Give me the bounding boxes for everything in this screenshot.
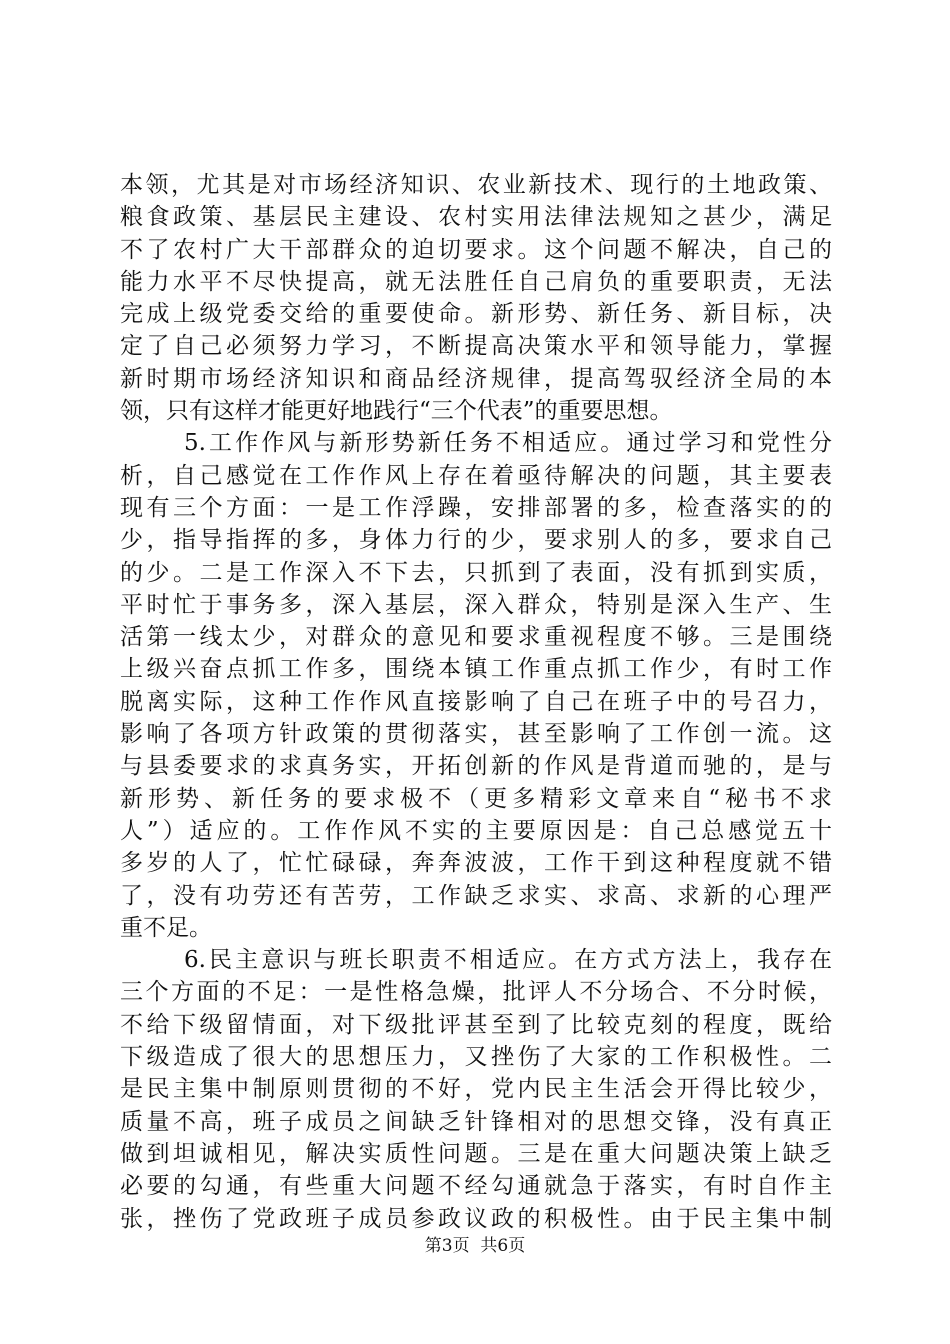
text-line: 的少。二是工作深入不下去，只抓到了表面，没有抓到实质， [120,559,832,586]
text-line: 领，只有这样才能更好地践行“三个代表”的重要思想。 [120,398,673,425]
text-line: 下级造成了很大的思想压力，又挫伤了大家的工作积极性。二 [120,1044,832,1071]
text-line: 平时忙于事务多，深入基层，深入群众，特别是深入生产、生 [120,591,832,618]
text-line: 必要的勾通，有些重大问题不经勾通就急于落实，有时自作主 [120,1173,832,1200]
text-line: 重不足。 [120,914,212,941]
text-line: 5.工作作风与新形势新任务不相适应。通过学习和党性分 [184,430,832,457]
text-line: 新时期市场经济知识和商品经济规律，提高驾驭经济全局的本 [120,365,832,392]
document-body [120,169,832,1235]
text-line: 不了农村广大干部群众的迫切要求。这个问题不解决，自己的 [120,236,832,263]
text-line: 6.民主意识与班长职责不相适应。在方式方法上，我存在 [184,947,832,974]
text-line: 质量不高，班子成员之间缺乏针锋相对的思想交锋，没有真正 [120,1108,832,1135]
text-line: 多岁的人了，忙忙碌碌，奔奔波波，工作干到这种程度就不错 [120,850,832,877]
text-line: 了，没有功劳还有苦劳，工作缺乏求实、求高、求新的心理严 [120,882,832,909]
text-line: 少，指导指挥的多，身体力行的少，要求别人的多，要求自己 [120,527,832,554]
text-line: 张，挫伤了党政班子成员参政议政的积极性。由于民主集中制 [120,1205,832,1232]
text-line: 现有三个方面：一是工作浮躁，安排部署的多，检查落实的的 [120,494,832,521]
text-line: 脱离实际，这种工作作风直接影响了自己在班子中的号召力， [120,688,832,715]
text-line: 本领，尤其是对市场经济知识、农业新技术、现行的土地政策、 [120,172,832,198]
text-line: 新形势、新任务的要求极不（更多精彩文章来自“秘书不求 [120,785,832,812]
text-line: 析，自己感觉在工作作风上存在着亟待解决的问题，其主要表 [120,462,832,489]
text-line: 影响了各项方针政策的贯彻落实，甚至影响了工作创一流。这 [120,721,832,748]
text-line: 上级兴奋点抓工作多，围绕本镇工作重点抓工作少，有时工作 [120,656,832,683]
text-line: 完成上级党委交给的重要使命。新形势、新任务、新目标，决 [120,301,832,328]
text-line: 能力水平不尽快提高，就无法胜任自己肩负的重要职责，无法 [120,268,832,295]
text-line: 人”）适应的。工作作风不实的主要原因是：自己总感觉五十 [120,817,832,844]
text-line: 定了自己必须努力学习，不断提高决策水平和领导能力，掌握 [120,333,832,360]
text-line: 做到坦诚相见，解决实质性问题。三是在重大问题决策上缺乏 [120,1140,832,1167]
text-line: 是民主集中制原则贯彻的不好，党内民主生活会开得比较少， [120,1076,832,1103]
text-line: 粮食政策、基层民主建设、农村实用法律法规知之甚少，满足 [120,204,832,231]
text-line: 活第一线太少，对群众的意见和要求重视程度不够。三是围绕 [120,624,832,651]
text-line: 三个方面的不足：一是性格急燥，批评人不分场合、不分时候， [120,979,832,1006]
page-footer: 第3页 共6页 [424,1236,526,1256]
text-line: 与县委要求的求真务实，开拓创新的作风是背道而驰的，是与 [120,753,832,780]
text-line: 不给下级留情面，对下级批评甚至到了比较克刻的程度，既给 [120,1011,832,1038]
